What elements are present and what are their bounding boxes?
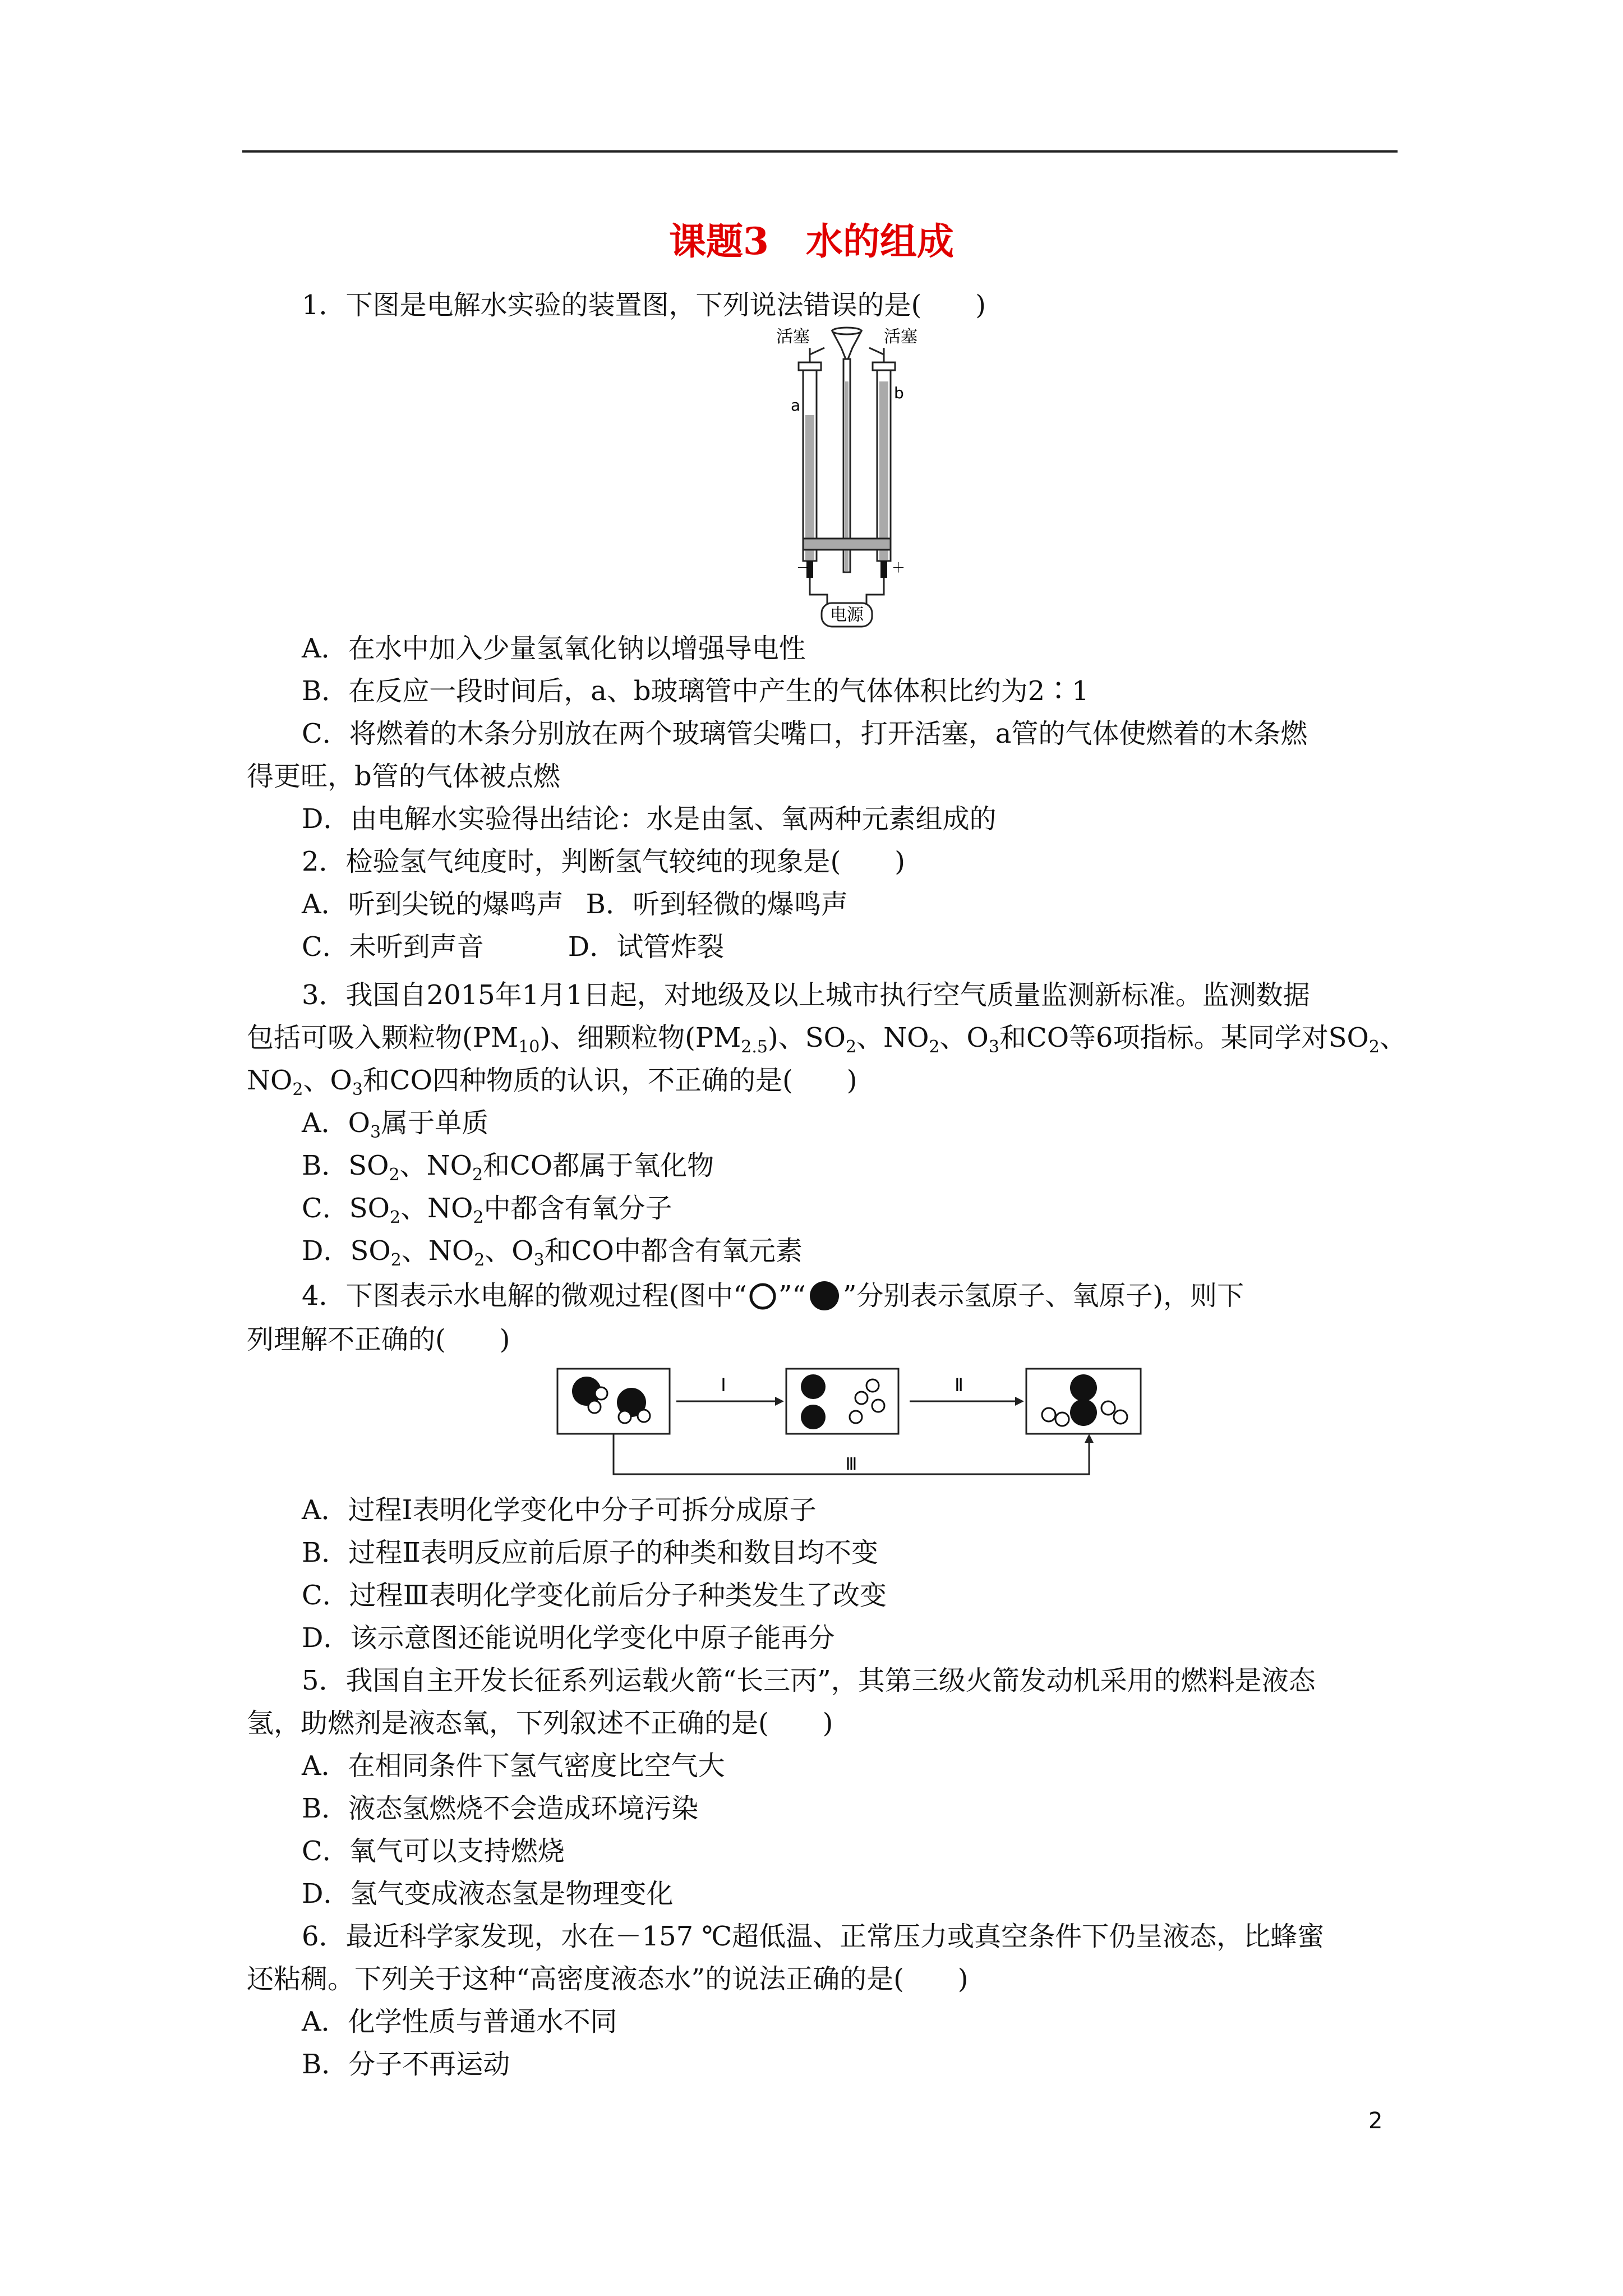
q6-option-b: B．分子不再运动 xyxy=(302,2049,510,2080)
q6-line2: 还粘稠。下列关于这种“高密度液态水”的说法正确的是( ) xyxy=(247,1963,969,1995)
page-title: 课题3 水的组成 xyxy=(669,219,954,263)
q5-option-a: A．在相同条件下氢气密度比空气大 xyxy=(302,1750,725,1782)
q4-line2: 列理解不正确的( ) xyxy=(247,1324,510,1355)
q2-option-c: C．未听到声音 xyxy=(302,931,484,963)
tube-b-label: b xyxy=(894,384,904,402)
page-number: 2 xyxy=(1368,2108,1383,2134)
q1-option-c-line2: 得更旺，b管的气体被点燃 xyxy=(247,761,560,792)
q1-option-b: B．在反应一段时间后，a、b玻璃管中产生的气体体积比约为2∶1 xyxy=(302,675,1089,707)
minus-label: － xyxy=(796,560,810,576)
q2-option-a: A．听到尖锐的爆鸣声 xyxy=(302,889,564,920)
q1-stem: 1．下图是电解水实验的装置图，下列说法错误的是( ) xyxy=(302,289,986,321)
left-valve-label: 活塞 xyxy=(776,327,810,347)
q4-line1: 4．下图表示水电解的微观过程(图中“ ”“ ”分别表示氢原子、氧原子)，则下 xyxy=(302,1280,1244,1312)
q1-option-d: D．由电解水实验得出结论：水是由氢、氧两种元素组成的 xyxy=(302,803,997,835)
q6-option-a: A．化学性质与普通水不同 xyxy=(302,2006,617,2037)
q2-option-d: D．试管炸裂 xyxy=(568,931,725,963)
q4-option-b: B．过程Ⅱ表明反应前后原子的种类和数目均不变 xyxy=(302,1537,878,1568)
q6-line1: 6．最近科学家发现，水在－157 ℃超低温、正常压力或真空条件下仍呈液态，比蜂蜜 xyxy=(302,1921,1325,1952)
q2-stem: 2．检验氢气纯度时，判断氢气较纯的现象是( ) xyxy=(302,846,905,877)
plus-label: ＋ xyxy=(892,560,905,576)
electrolysis-apparatus-figure xyxy=(774,325,920,628)
header-rule xyxy=(242,150,1398,153)
q5-line1: 5．我国自主开发长征系列运载火箭“长三丙”，其第三级火箭发动机采用的燃料是液态 xyxy=(302,1665,1316,1696)
q2-options-row1 xyxy=(302,883,1457,926)
q3-option-a: A．$O_3$属于单质 xyxy=(302,1107,489,1142)
q5-line2: 氢，助燃剂是液态氧，下列叙述不正确的是( ) xyxy=(247,1708,833,1739)
tube-a-label: a xyxy=(791,396,801,415)
q1-option-c-line1: C．将燃着的木条分别放在两个玻璃管尖嘴口，打开活塞，a管的气体使燃着的木条燃 xyxy=(302,718,1308,749)
q3-line3: $NO_2$、$O_3$和CO四种物质的认识，不正确的是( ) xyxy=(247,1065,857,1099)
q3-option-d: D．$SO_2$、$NO_2$、$O_3$和CO中都含有氧元素 xyxy=(302,1235,803,1270)
hydrogen-atom-icon xyxy=(747,1282,778,1310)
q3-option-c: C．$SO_2$、$NO_2$中都含有氧分子 xyxy=(302,1193,672,1227)
q5-option-d: D．氢气变成液态氢是物理变化 xyxy=(302,1878,674,1910)
q3-line1: 3．我国自2015年1月1日起，对地级及以上城市执行空气质量监测新标准。监测数据 xyxy=(302,979,1310,1011)
q3-line2: 包括可吸入颗粒物$(PM_{10})$、细颗粒物$(PM_{2.5})$、$SO_2$、$NO_2$、$O_3$和CO等6项指标。某同学对$SO_2$、 xyxy=(247,1022,1407,1057)
q2-options-row2 xyxy=(302,926,1457,968)
step-1-label: Ⅰ xyxy=(721,1374,726,1396)
q3-option-b: B．$SO_2$、$NO_2$和CO都属于氧化物 xyxy=(302,1150,714,1185)
q4-option-d: D．该示意图还能说明化学变化中原子能再分 xyxy=(302,1622,835,1654)
step-2-label: Ⅱ xyxy=(955,1374,963,1396)
right-valve-label: 活塞 xyxy=(884,327,917,347)
q2-option-b: B．听到轻微的爆鸣声 xyxy=(585,889,848,920)
power-label: 电源 xyxy=(830,605,864,625)
q5-option-c: C．氧气可以支持燃烧 xyxy=(302,1835,565,1867)
step-3-label: Ⅲ xyxy=(845,1455,857,1474)
q1-option-a: A．在水中加入少量氢氧化钠以增强导电性 xyxy=(302,633,806,664)
oxygen-atom-icon xyxy=(806,1280,843,1312)
water-electrolysis-micro-diagram xyxy=(555,1363,1144,1484)
q4-option-c: C．过程Ⅲ表明化学变化前后分子种类发生了改变 xyxy=(302,1580,887,1611)
q5-option-b: B．液态氢燃烧不会造成环境污染 xyxy=(302,1793,699,1824)
q4-option-a: A．过程Ⅰ表明化学变化中分子可拆分成原子 xyxy=(302,1494,817,1526)
